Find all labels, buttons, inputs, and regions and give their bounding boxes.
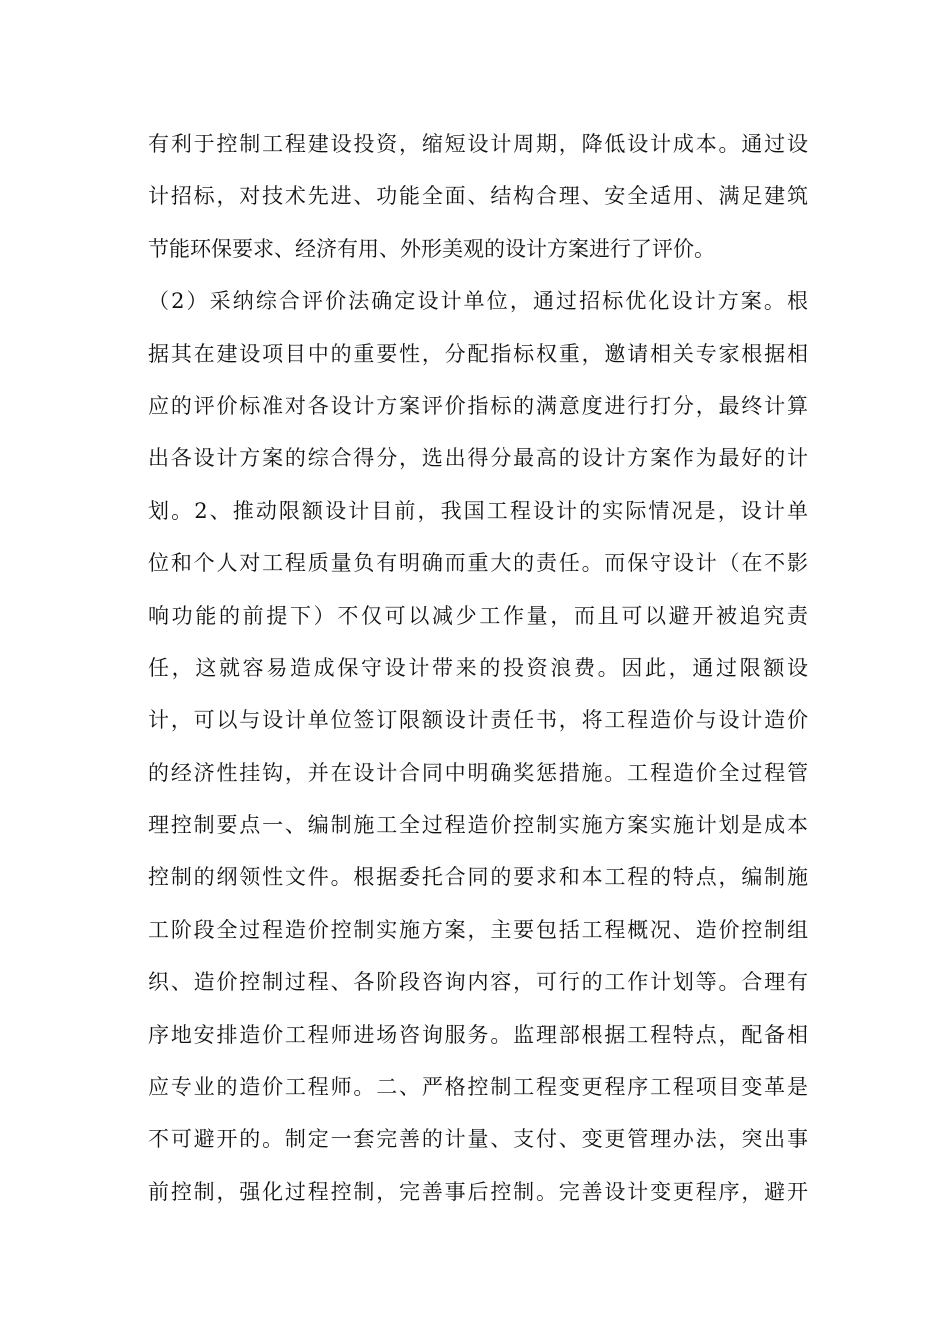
text-line: （2）采纳综合评价法确定设计单位，通过招标优化设计方案。根 [148,289,808,314]
text-line: 不可避开的。制定一套完善的计量、支付、变更管理办法，突出事 [148,1127,808,1152]
text-line: 控制的纲领性文件。根据委托合同的要求和本工程的特点，编制施 [148,865,808,890]
text-line: 有利于控制工程建设投资，缩短设计周期，降低设计成本。通过设 [148,132,808,156]
text-line: 理控制要点一、编制施工全过程造价控制实施方案实施计划是成本 [148,813,808,838]
text-line: 应专业的造价工程师。二、严格控制工程变更程序工程项目变革是 [148,1075,808,1100]
text-line: 据其在建设项目中的重要性，分配指标权重，邀请相关专家根据相 [148,341,808,366]
text-line: 织、造价控制过程、各阶段咨询内容，可行的工作计划等。合理有 [148,970,808,995]
text-line: 任，这就容易造成保守设计带来的投资浪费。因此，通过限额设 [148,655,808,680]
text-line: 出各设计方案的综合得分，选出得分最高的设计方案作为最好的计 [148,446,808,471]
body-text [148,118,808,1218]
text-line: 序地安排造价工程师进场咨询服务。监理部根据工程特点，配备相 [148,1022,808,1047]
text-line: 应的评价标准对各设计方案评价指标的满意度进行打分，最终计算 [148,393,808,418]
text-line: 前控制，强化过程控制，完善事后控制。完善设计变更程序，避开 [148,1179,808,1204]
text-line: 节能环保要求、经济有用、外形美观的设计方案进行了评价。 [148,236,715,261]
text-line: 工阶段全过程造价控制实施方案，主要包括工程概况、造价控制组 [148,917,808,942]
text-line: 划。2、推动限额设计目前，我国工程设计的实际情况是，设计单 [148,498,808,523]
text-line: 计，可以与设计单位签订限额设计责任书，将工程造价与设计造价 [148,708,808,733]
text-line: 计招标，对技术先进、功能全面、结构合理、安全适用、满足建筑 [148,184,808,209]
text-line: 位和个人对工程质量负有明确而重大的责任。而保守设计（在不影 [148,551,808,576]
text-line: 的经济性挂钩，并在设计合同中明确奖惩措施。工程造价全过程管 [148,760,808,785]
text-line: 响功能的前提下）不仅可以减少工作量，而且可以避开被追究责 [148,603,808,628]
